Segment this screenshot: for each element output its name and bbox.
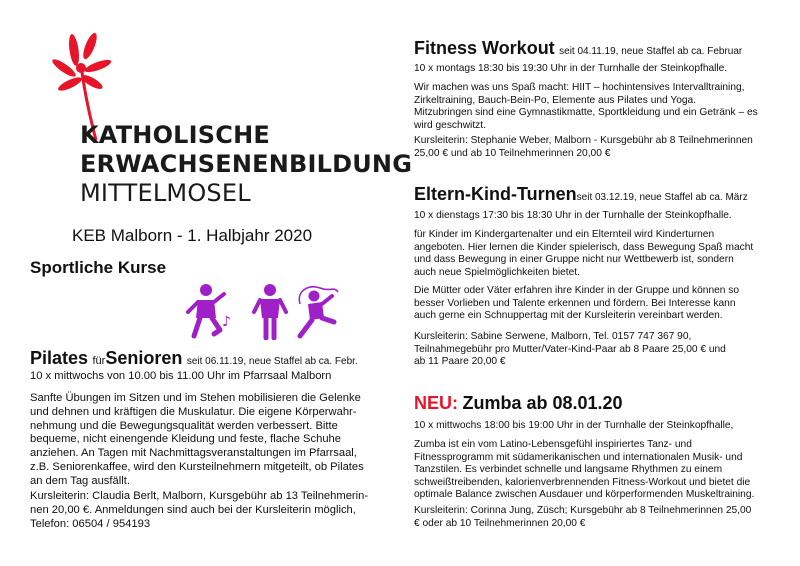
pilates-schedule: 10 x mittwochs von 10.00 bis 11.00 Uhr im Pfarrsaal Malborn <box>30 370 332 382</box>
text-line: Kursleiterin: Stephanie Weber, Malborn - Kursgebühr ab 8 Teilnehmerinnen <box>414 135 753 146</box>
text-line: angeboten. Hier lernen die Kinder spielerisch, dass Bewegung Spaß macht <box>414 241 754 253</box>
pilates-body <box>30 392 400 489</box>
fitness-heading-date: seit 04.11.19, neue Staffel ab ca. Februar <box>559 46 743 57</box>
pilates-heading-b: Senioren <box>105 348 183 368</box>
text-line: € oder ab 10 Teilnehmerinnen 20,00 € <box>414 517 586 529</box>
text-line: auch gerne ein Schnuppertag mit der Kursleiterin vereinbart werden. <box>414 310 723 322</box>
text-line: 25,00 € und ab 10 Teilnehmerinnen 20,00 € <box>414 147 611 159</box>
svg-text:♪: ♪ <box>222 314 231 330</box>
text-line: nen 20,00 €. Anmeldungen sind auch bei der Kursleiterin möglich, <box>30 503 356 516</box>
text-line: Kursleiterin: Sabine Serwene, Malborn, Tel. 0157 747 367 90, <box>414 331 692 342</box>
text-line: anziehen. An Tagen mit Nachmittagsveranstaltungen im Pfarrsaal, <box>30 447 357 460</box>
eltern-body-2 <box>414 285 784 323</box>
section-heading: Sportliche Kurse <box>30 258 167 277</box>
text-line: Tanzstilen. Es verbindet schnelle und langsame Rhythmen zu einem <box>414 464 723 476</box>
text-line: und dehnen und kräftigen die Muskulatur. Die eigene Körperwahr- <box>30 405 357 418</box>
text-line: und dass Bewegung in einer Gruppe nicht nur Wettbewerb ist, sondern <box>414 254 734 266</box>
text-line: Zirkeltraining, Bauch-Bein-Po, Elemente aus Pilates und Yoga. <box>414 94 697 106</box>
text-line: Die Mütter oder Väter erfahren ihre Kinder in der Gruppe und können so <box>414 285 740 296</box>
eltern-leader <box>414 331 784 369</box>
text-line: Mitzubringen sind eine Gymnastikmatte, Sportkleidung und ein Getränk – es <box>414 107 758 119</box>
text-line: Teilnahmegebühr pro Mutter/Vater-Kind-Paar ab 8 Paare 25,00 € und <box>414 343 726 355</box>
text-line: auch neue Spielmöglichkeiten bietet. <box>414 266 580 278</box>
text-line: Kursleiterin: Corinna Jung, Züsch; Kursgebühr ab 8 Teilnehmerinnen 25,00 <box>414 505 752 516</box>
fitness-leader <box>414 135 784 160</box>
eltern-schedule: 10 x dienstags 17:30 bis 18:30 Uhr in der Turnhalle der Steinkopfhalle. <box>414 210 732 221</box>
text-line: Fitnessprogramm mit südamerikanischen und internationalen Musik- und <box>414 451 743 463</box>
eltern-heading-title: Eltern-Kind-Turnen <box>414 184 577 204</box>
logo-line-3: MITTELMOSEL <box>80 179 251 207</box>
fitness-schedule: 10 x montags 18:30 bis 19:30 Uhr in der Turnhalle der Steinkopfhalle. <box>414 63 728 74</box>
pilates-leader <box>30 490 400 531</box>
gymnast-ribbon-icon <box>294 282 344 340</box>
text-line: z.B. Seniorenkaffee, wird den Kursteilnehmern mitgeteilt, ob Pilates <box>30 460 364 473</box>
text-line: ab 11 Paare 20,00 € <box>414 356 506 368</box>
text-line: Sanfte Übungen im Sitzen und im Stehen mobilisieren die Gelenke <box>30 392 361 404</box>
text-line: wird geschwitzt. <box>414 119 486 131</box>
text-line: Zumba ist ein vom Latino-Lebensgefühl inspiriertes Tanz- und <box>414 439 692 450</box>
page-title: KEB Malborn - 1. Halbjahr 2020 <box>72 226 313 245</box>
text-line: schweißtreibenden, kalorienverbrennenden Fitness-Workout und bietet die <box>414 476 751 488</box>
dancer-icon <box>184 282 240 340</box>
eltern-heading <box>414 184 748 205</box>
text-line: an dem Tag ausfällt. <box>30 474 130 487</box>
text-line: Telefon: 06504 / 954193 <box>30 517 151 530</box>
text-line: Kursleiterin: Claudia Berlt, Malborn, Kursgebühr ab 13 Teilnehmerin- <box>30 490 369 502</box>
pilates-heading <box>30 348 358 369</box>
fitness-heading-title: Fitness Workout <box>414 38 555 58</box>
zumba-heading-title: Zumba ab 08.01.20 <box>462 393 623 413</box>
eltern-heading-date: seit 03.12.19, neue Staffel ab ca. März <box>576 192 748 203</box>
text-line: für Kinder im Kindergartenalter und ein Elternteil wird Kinderturnen <box>414 229 715 240</box>
text-line: besser Vorlieben und Talente erkennen und fördern. Bei Interesse kann <box>414 297 736 309</box>
person-icon <box>250 282 290 340</box>
pilates-heading-a: Pilates <box>30 348 89 368</box>
text-line: optimale Balance zwischen Ausdauer und körperformenden Muskeltraining. <box>414 489 755 501</box>
pilates-heading-fuer: für <box>92 355 106 367</box>
fitness-body <box>414 82 784 132</box>
eltern-body-1 <box>414 229 784 279</box>
pilates-heading-date: seit 06.11.19, neue Staffel ab ca. Febr. <box>186 356 358 367</box>
text-line: bequeme, nicht einengende Kleidung und feste, flache Schuhe <box>30 433 341 446</box>
zumba-neu-label: NEU: <box>414 393 458 413</box>
logo-line-2: ERWACHSENENBILDUNG <box>80 150 413 178</box>
zumba-leader <box>414 505 789 530</box>
logo-line-1: KATHOLISCHE <box>80 121 270 149</box>
zumba-heading <box>414 393 623 414</box>
text-line: Wir machen was uns Spaß macht: HIIT – hochintensives Intervalltraining, <box>414 82 745 93</box>
fitness-heading <box>414 38 742 59</box>
zumba-schedule: 10 x mittwochs 18:00 bis 19:00 Uhr in der Turnhalle der Steinkopfhalle, <box>414 420 734 431</box>
text-line: nehmung und die Bewegungsqualität werden verbessert. Bitte <box>30 419 338 432</box>
zumba-body <box>414 439 789 502</box>
